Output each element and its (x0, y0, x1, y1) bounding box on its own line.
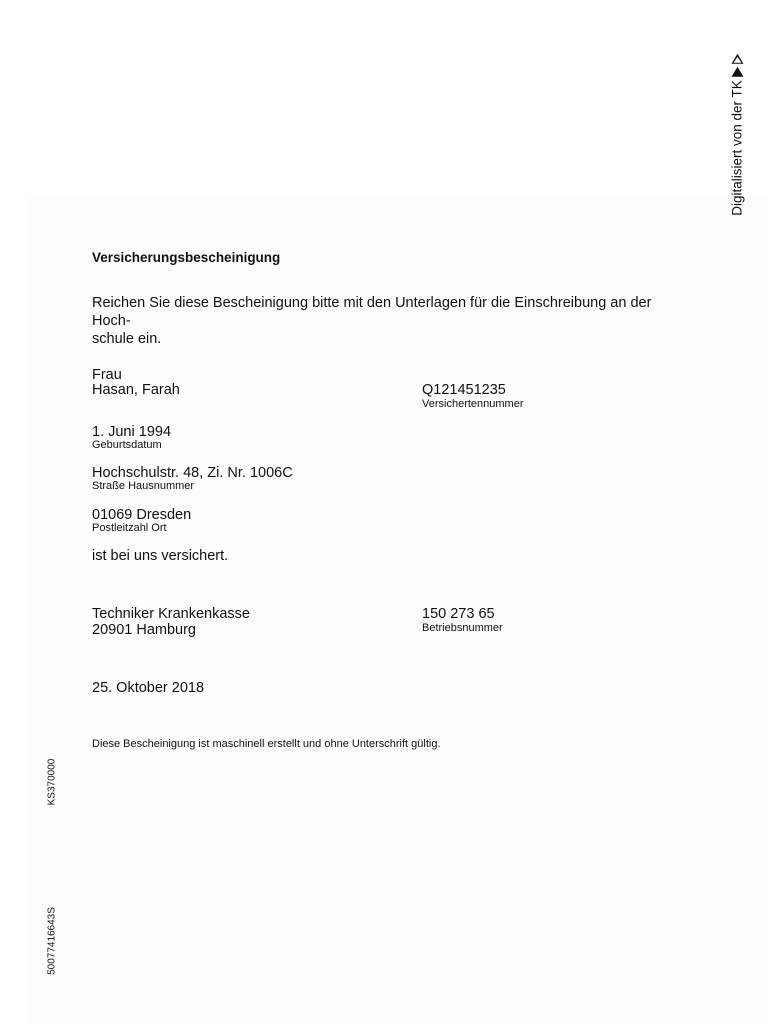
triangle-outline-icon (731, 54, 743, 64)
triangle-filled-icon (731, 67, 743, 77)
intro-line-2: schule ein. (92, 331, 162, 347)
digitized-marker (722, 46, 752, 224)
insurance-status: ist bei uns versichert. (92, 548, 229, 564)
intro-paragraph (92, 294, 692, 348)
postal-city: 01069 Dresden (92, 507, 192, 523)
insurance-number: Q121451235 (422, 382, 506, 398)
street-address: Hochschulstr. 48, Zi. Nr. 1006C (92, 465, 293, 481)
intro-line-1: Reichen Sie diese Bescheinigung bitte mit den Unterlagen für die Einschreibung an der Hoch- (92, 295, 652, 329)
company-number: 150 273 65 (422, 606, 495, 622)
insurer-city: 20901 Hamburg (92, 622, 196, 638)
insurer-name: Techniker Krankenkasse (92, 606, 250, 622)
birth-date: 1. Juni 1994 (92, 424, 172, 440)
street-address-label: Straße Hausnummer (92, 480, 195, 492)
margin-code-1: KS370000 (46, 758, 58, 806)
digitized-marker-text: Digitalisiert von der TK (729, 80, 745, 216)
insurance-number-label: Versichertennummer (422, 398, 524, 410)
margin-code-2: 50077416643S (46, 907, 58, 975)
birth-date-label: Geburtsdatum (92, 439, 162, 451)
document-title: Versicherungsbescheinigung (92, 250, 281, 265)
insured-name: Hasan, Farah (92, 382, 180, 398)
validity-footnote: Diese Bescheinigung ist maschinell erstellt und ohne Unterschrift gültig. (92, 738, 441, 750)
issue-date: 25. Oktober 2018 (92, 680, 205, 696)
postal-city-label: Postleitzahl Ort (92, 522, 167, 534)
company-number-label: Betriebsnummer (422, 622, 503, 634)
salutation: Frau (92, 367, 122, 383)
